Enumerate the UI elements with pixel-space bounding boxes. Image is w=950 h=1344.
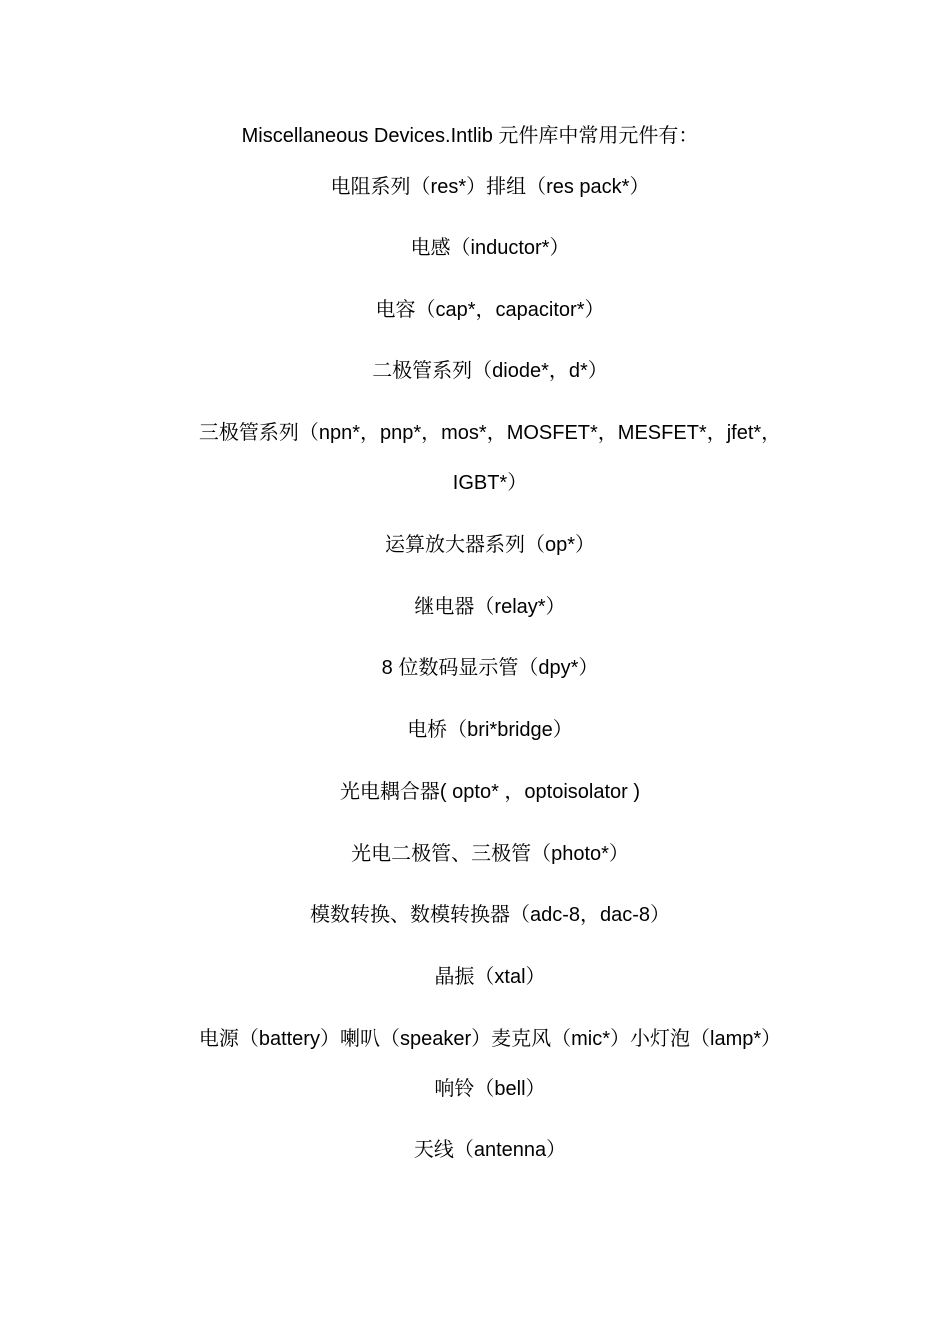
document-title: Miscellaneous Devices.Intlib 元件库中常用元件有： xyxy=(241,125,699,147)
list-item-power-audio: 电源（battery）喇叭（speaker）麦克风（mic*）小灯泡（lamp*） xyxy=(198,1028,782,1050)
list-item-photo: 光电二极管、三极管（photo*） xyxy=(351,843,629,865)
list-item-optocoupler: 光电耦合器( opto* ，optoisolator ) xyxy=(339,781,641,803)
list-item-transistor-cont: IGBT*） xyxy=(452,472,528,494)
list-item-relay: 继电器（relay*） xyxy=(414,596,566,618)
list-item-opamp: 运算放大器系列（op*） xyxy=(384,534,596,556)
list-item-bridge: 电桥（bri*bridge） xyxy=(407,719,573,741)
list-item-antenna: 天线（antenna） xyxy=(413,1139,567,1161)
list-item-crystal: 晶振（xtal） xyxy=(434,966,546,988)
list-item-converter: 模数转换、数模转换器（adc-8，dac-8） xyxy=(309,904,671,926)
list-item-resistor: 电阻系列（res*）排组（res pack*） xyxy=(330,176,650,198)
list-item-diode: 二极管系列（diode*，d*） xyxy=(372,360,608,382)
list-item-bell: 响铃（bell） xyxy=(434,1078,546,1100)
list-item-inductor: 电感（inductor*） xyxy=(410,237,570,259)
list-item-display: 8 位数码显示管（dpy*） xyxy=(381,657,599,679)
list-item-capacitor: 电容（cap*，capacitor*） xyxy=(375,299,605,321)
list-item-transistor: 三极管系列（npn*，pnp*，mos*，MOSFET*，MESFET*，jfet*， xyxy=(198,422,782,444)
